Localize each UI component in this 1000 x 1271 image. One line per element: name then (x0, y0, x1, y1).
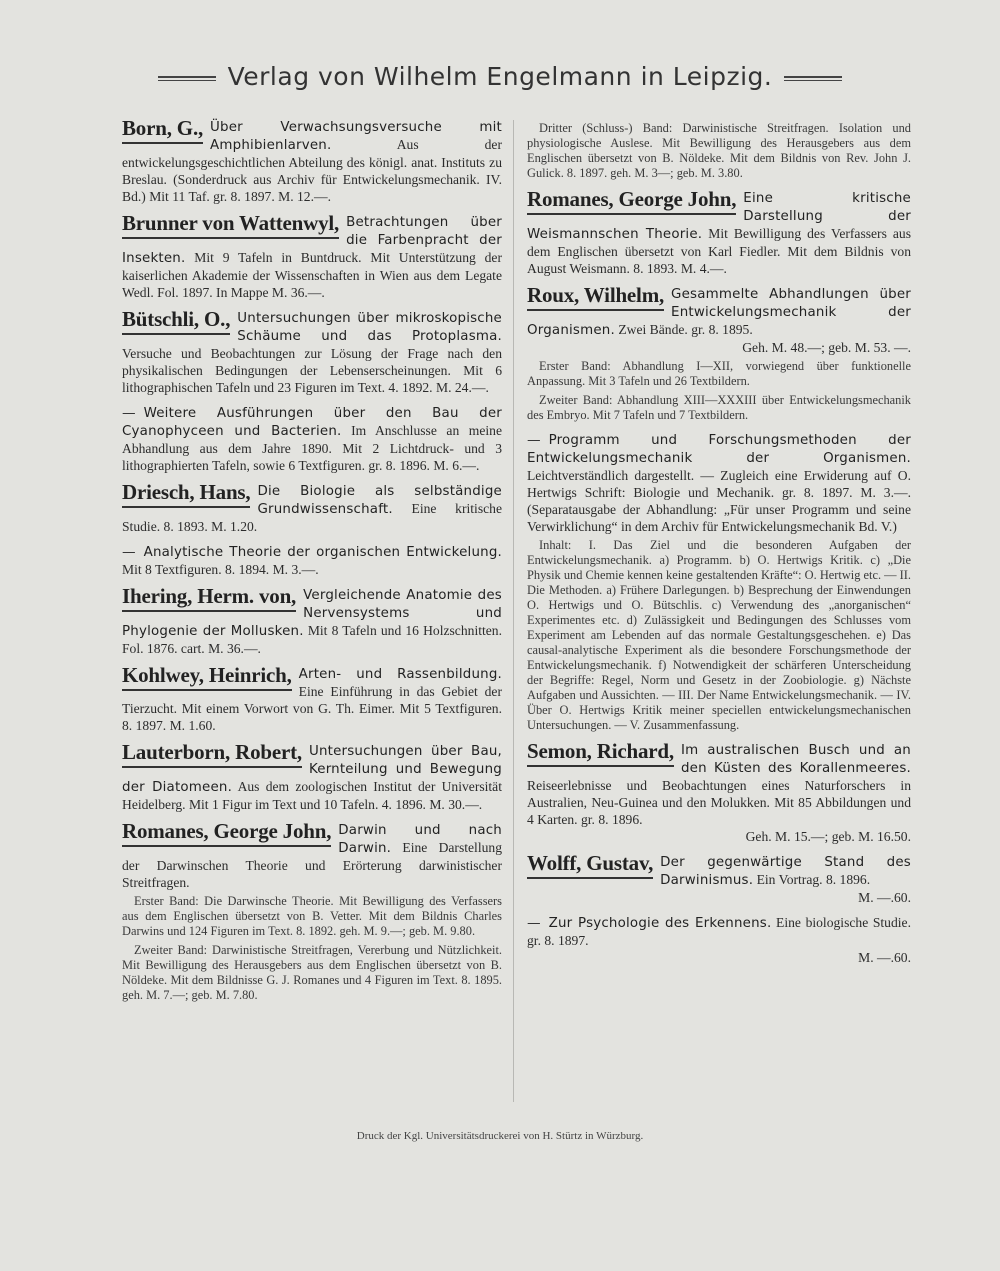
catalog-entry (527, 285, 911, 423)
entry-description: Aus der entwickelungsgeschichtlichen Abteilung des königl. anat. Instituts zu Breslau. (Sonderdruck aus Archiv für Entwickelungsmechanik. IV. Bd.) Mit 11 Taf. gr. 8. 1897. M. 12.—. (122, 137, 502, 204)
entry-author: Roux, Wilhelm, (527, 285, 664, 311)
catalog-entry (122, 309, 502, 396)
entry-title: Eine kritische Darstellung der Weismannschen Theorie. (527, 191, 911, 242)
publisher-title: Verlag von Wilhelm Engelmann in Leipzig. (227, 62, 773, 91)
entry-description: Eine kritische Studie. 8. 1893. M. 1.20. (122, 501, 502, 534)
entry-description: Reiseerlebnisse und Beobachtungen eines Naturforschers in Australien, Neu-Guinea und den Molukken. Mit 85 Abbildungen und 4 Karten. gr. 8. 1896. (527, 778, 911, 827)
catalog-entry (122, 821, 502, 1003)
entry-title: Arten- und Rassenbildung. (298, 667, 502, 682)
entry-title: Betrachtungen über die Farbenpracht der Insekten. (122, 215, 502, 266)
entry-dash: — (122, 544, 136, 560)
catalog-entry (122, 586, 502, 657)
catalog-entry (527, 853, 911, 906)
entry-author: Born, G., (122, 118, 203, 144)
entry-description: Eine Darstellung der Darwinschen Theorie und Erörterung darwinistischer Streitfragen. (122, 840, 502, 890)
entry-author: Romanes, George John, (122, 821, 331, 847)
entry-dash: — (122, 405, 136, 421)
entry-author: Brunner von Wattenwyl, (122, 213, 339, 239)
entry-description: Eine biologische Studie. gr. 8. 1897. (527, 915, 911, 948)
entry-title: Gesammelte Abhandlungen über Entwickelungsmechanik der Organismen. (527, 287, 911, 338)
entry-main (527, 741, 911, 828)
entry-title: Der gegenwärtige Stand des Darwinismus. (660, 855, 911, 888)
printer-imprint: Druck der Kgl. Universitätsdruckerei von H. Stürtz in Würzburg. (356, 1130, 644, 1142)
entry-description: Zwei Bände. gr. 8. 1895. (618, 322, 753, 337)
catalog-entry (122, 404, 502, 474)
catalog-entry (122, 543, 502, 578)
entry-title: Untersuchungen über Bau, Kernteilung und Bewegung der Diatomeen. (122, 744, 502, 795)
entry-description: Mit 8 Tafeln und 16 Holzschnitten. Fol. 1876. cart. M. 36.—. (122, 623, 502, 656)
catalog-entry (122, 118, 502, 205)
entry-main (527, 431, 911, 535)
left-column (122, 118, 502, 1011)
header-rule-right (784, 76, 842, 81)
entry-description: Mit 9 Tafeln in Buntdruck. Mit Unterstützung der kaiserlichen Akademie der Wissenschaften in Wien aus dem Legate Wedl. Fol. 1897. In Mappe M. 36.—. (122, 250, 502, 300)
entry-dash: — (527, 915, 541, 931)
catalog-entry (527, 431, 911, 733)
entry-main (527, 285, 911, 339)
entry-main (122, 742, 502, 813)
entry-price: Geh. M. 15.—; geb. M. 16.50. (745, 829, 911, 844)
entry-main (122, 213, 502, 301)
entry-description: Ein Vortrag. 8. 1896. (756, 872, 871, 887)
entry-volume-note: Zweiter Band: Darwinistische Streitfragen, Vererbung und Nützlichkeit. Mit Bewilligung des Herausgebers aus dem Englischen übersetzt von B. Nöldeke. Mit dem Bildnisse G. J. Romanes und 4 Figuren im Text. 8. 1895. geh. M. 7.—; geb. M. 7.80. (122, 943, 502, 1002)
entry-main (122, 118, 502, 205)
entry-author: Wolff, Gustav, (527, 853, 653, 879)
entry-volume-note: Erster Band: Die Darwinsche Theorie. Mit Bewilligung des Verfassers aus dem Englischen übersetzt von B. Vetter. Mit dem Bildnis Charles Darwins und 124 Figuren im Text. 8. 1892. geh. M. 9.—; geb. M. 9.80. (122, 894, 502, 938)
entry-main (527, 189, 911, 277)
catalog-entry (527, 914, 911, 966)
catalog-entry (527, 189, 911, 277)
entry-title: Analytische Theorie der organischen Entwickelung. (143, 545, 502, 560)
entry-main (122, 821, 502, 891)
entry-author: Driesch, Hans, (122, 482, 250, 508)
entry-volume-note: Inhalt: I. Das Ziel und die besonderen Aufgaben der Entwickelungsmechanik. a) Programm. b) O. Hertwigs Kritik. c) „Die Physik und Chemie kennen keine gestaltenden Kräfte“: O. Hertwig etc. — II. Die Methoden. a) Frühere Darlegungen. b) Besprechung der Einwendungen O. Hertwigs und O. Bütschlis. c) Verwendung des „anorganischen“ Experimentes etc. d) Zulässigkeit und Bedingungen des Schlusses vom Experiment am Lebenden auf das normale Gestaltungsgeschehen. e) Das causal-analytische Experiment als die besondere Forschungsmethode der Entwickelungsmechanik. f) Notwendigkeit der schärferen Unterscheidung der Begriffe: Regel, Norm und Gesetz in der Zoobiologie. g) Nächste Aufgaben und Aussichten. — III. Der Name Entwickelungsmechanik. — IV. Über O. Hertwigs Kritik meiner speciellen entwickelungsmechanischen Untersuchungen. — V. Zusammenfassung. (527, 538, 911, 732)
entry-description: Versuche und Beobachtungen zur Lösung der Frage nach den physikalischen Bedingungen der Lebenserscheinungen. Mit 6 lithographischen Tafeln und 23 Figuren im Text. 4. 1892. M. 24.—. (122, 346, 502, 395)
entry-price: M. —.60. (858, 950, 911, 965)
entry-volume-note: Zweiter Band: Abhandlung XIII—XXXIII über Entwickelungsmechanik des Embryo. Mit 7 Tafeln und 7 Textbildern. (527, 393, 911, 422)
catalog-entry (122, 482, 502, 535)
entry-title: Untersuchungen über mikroskopische Schäume und das Protoplasma. (237, 311, 502, 344)
entry-description: Leichtverständlich dargestellt. — Zugleich eine Erwiderung auf O. Hertwigs Schrift: Biologie und Mechanik. gr. 8. 1897. M. 3.—. (Separatausgabe der Abhandlung: „Für unser Programm und seine Verwirklichung“ in dem Archiv für Entwickelungsmechanik Bd. V.) (527, 468, 911, 534)
right-column (527, 118, 911, 974)
catalog-entry (527, 741, 911, 845)
entry-main (122, 309, 502, 396)
entry-volume-note: Erster Band: Abhandlung I—XII, vorwiegend über funktionelle Anpassung. Mit 3 Tafeln und 26 Textbildern. (527, 359, 911, 388)
entry-main (122, 586, 502, 657)
entry-dash: — (527, 432, 541, 448)
entry-title: Weitere Ausführungen über den Bau der Cyanophyceen und Bacterien. (122, 406, 502, 439)
entry-title: Vergleichende Anatomie des Nervensystems und Phylogenie der Mollusken. (122, 588, 502, 639)
entry-description: Mit 8 Textfiguren. 8. 1894. M. 3.—. (122, 562, 319, 577)
header-rule-left (158, 76, 216, 81)
entry-description: Mit Bewilligung des Verfassers aus dem Englischen übersetzt von Karl Fiedler. Mit dem Bildnis von August Weismann. 8. 1893. M. 4.—. (527, 226, 911, 276)
entry-price: M. —.60. (858, 890, 911, 905)
entry-main (527, 914, 911, 949)
entry-main (122, 482, 502, 535)
catalog-entry (122, 742, 502, 813)
entry-description: Eine Einführung in das Gebiet der Tierzucht. Mit einem Vorwort von G. Th. Eimer. Mit 5 Textfiguren. 8. 1897. M. 1.60. (122, 684, 502, 733)
entry-author: Ihering, Herm. von, (122, 586, 296, 612)
entry-author: Lauterborn, Robert, (122, 742, 302, 768)
entry-main (122, 543, 502, 578)
entry-title: Die Biologie als selbständige Grundwissenschaft. (257, 484, 502, 517)
entry-author: Semon, Richard, (527, 741, 674, 767)
catalog-entry (122, 213, 502, 301)
entry-price: Geh. M. 48.—; geb. M. 53. —. (742, 340, 911, 355)
entry-title: Im australischen Busch und an den Küsten des Korallenmeeres. (680, 743, 911, 776)
entry-title: Zur Psychologie des Erkennens. (548, 916, 772, 931)
entry-description: Im Anschlusse an meine Abhandlung aus dem Jahre 1890. Mit 2 Lichtdruck- und 3 lithographierten Tafeln, sowie 6 Textfiguren. gr. 8. 1896. M. 6.—. (122, 423, 502, 473)
page-header (0, 62, 1000, 91)
entry-title: Programm und Forschungsmethoden der Entwickelungsmechanik der Organismen. (527, 433, 911, 466)
entry-main (122, 665, 502, 734)
entry-description: Aus dem zoologischen Institut der Universität Heidelberg. Mit 1 Figur im Text und 10 Tafeln. 4. 1896. M. 30.—. (122, 779, 502, 812)
catalog-entry (527, 121, 911, 181)
entry-author: Kohlwey, Heinrich, (122, 665, 292, 691)
entry-author: Romanes, George John, (527, 189, 736, 215)
column-divider (513, 120, 514, 1102)
entry-main (527, 853, 911, 889)
entry-author: Bütschli, O., (122, 309, 230, 335)
entry-title: Über Verwachsungsversuche mit Amphibienlarven. (210, 120, 502, 153)
entry-volume-note: Dritter (Schluss-) Band: Darwinistische Streitfragen. Isolation und physiologische Auslese. Mit Bewilligung des Herausgebers aus dem Englischen übersetzt von B. Nöldeke. Mit dem Bildnis von Rev. John J. Gulick. 8. 1897. geh. M. 3—; geb. M. 3.80. (527, 121, 911, 180)
catalog-entry (122, 665, 502, 734)
entry-main (122, 404, 502, 474)
entry-title: Darwin und nach Darwin. (338, 823, 502, 856)
